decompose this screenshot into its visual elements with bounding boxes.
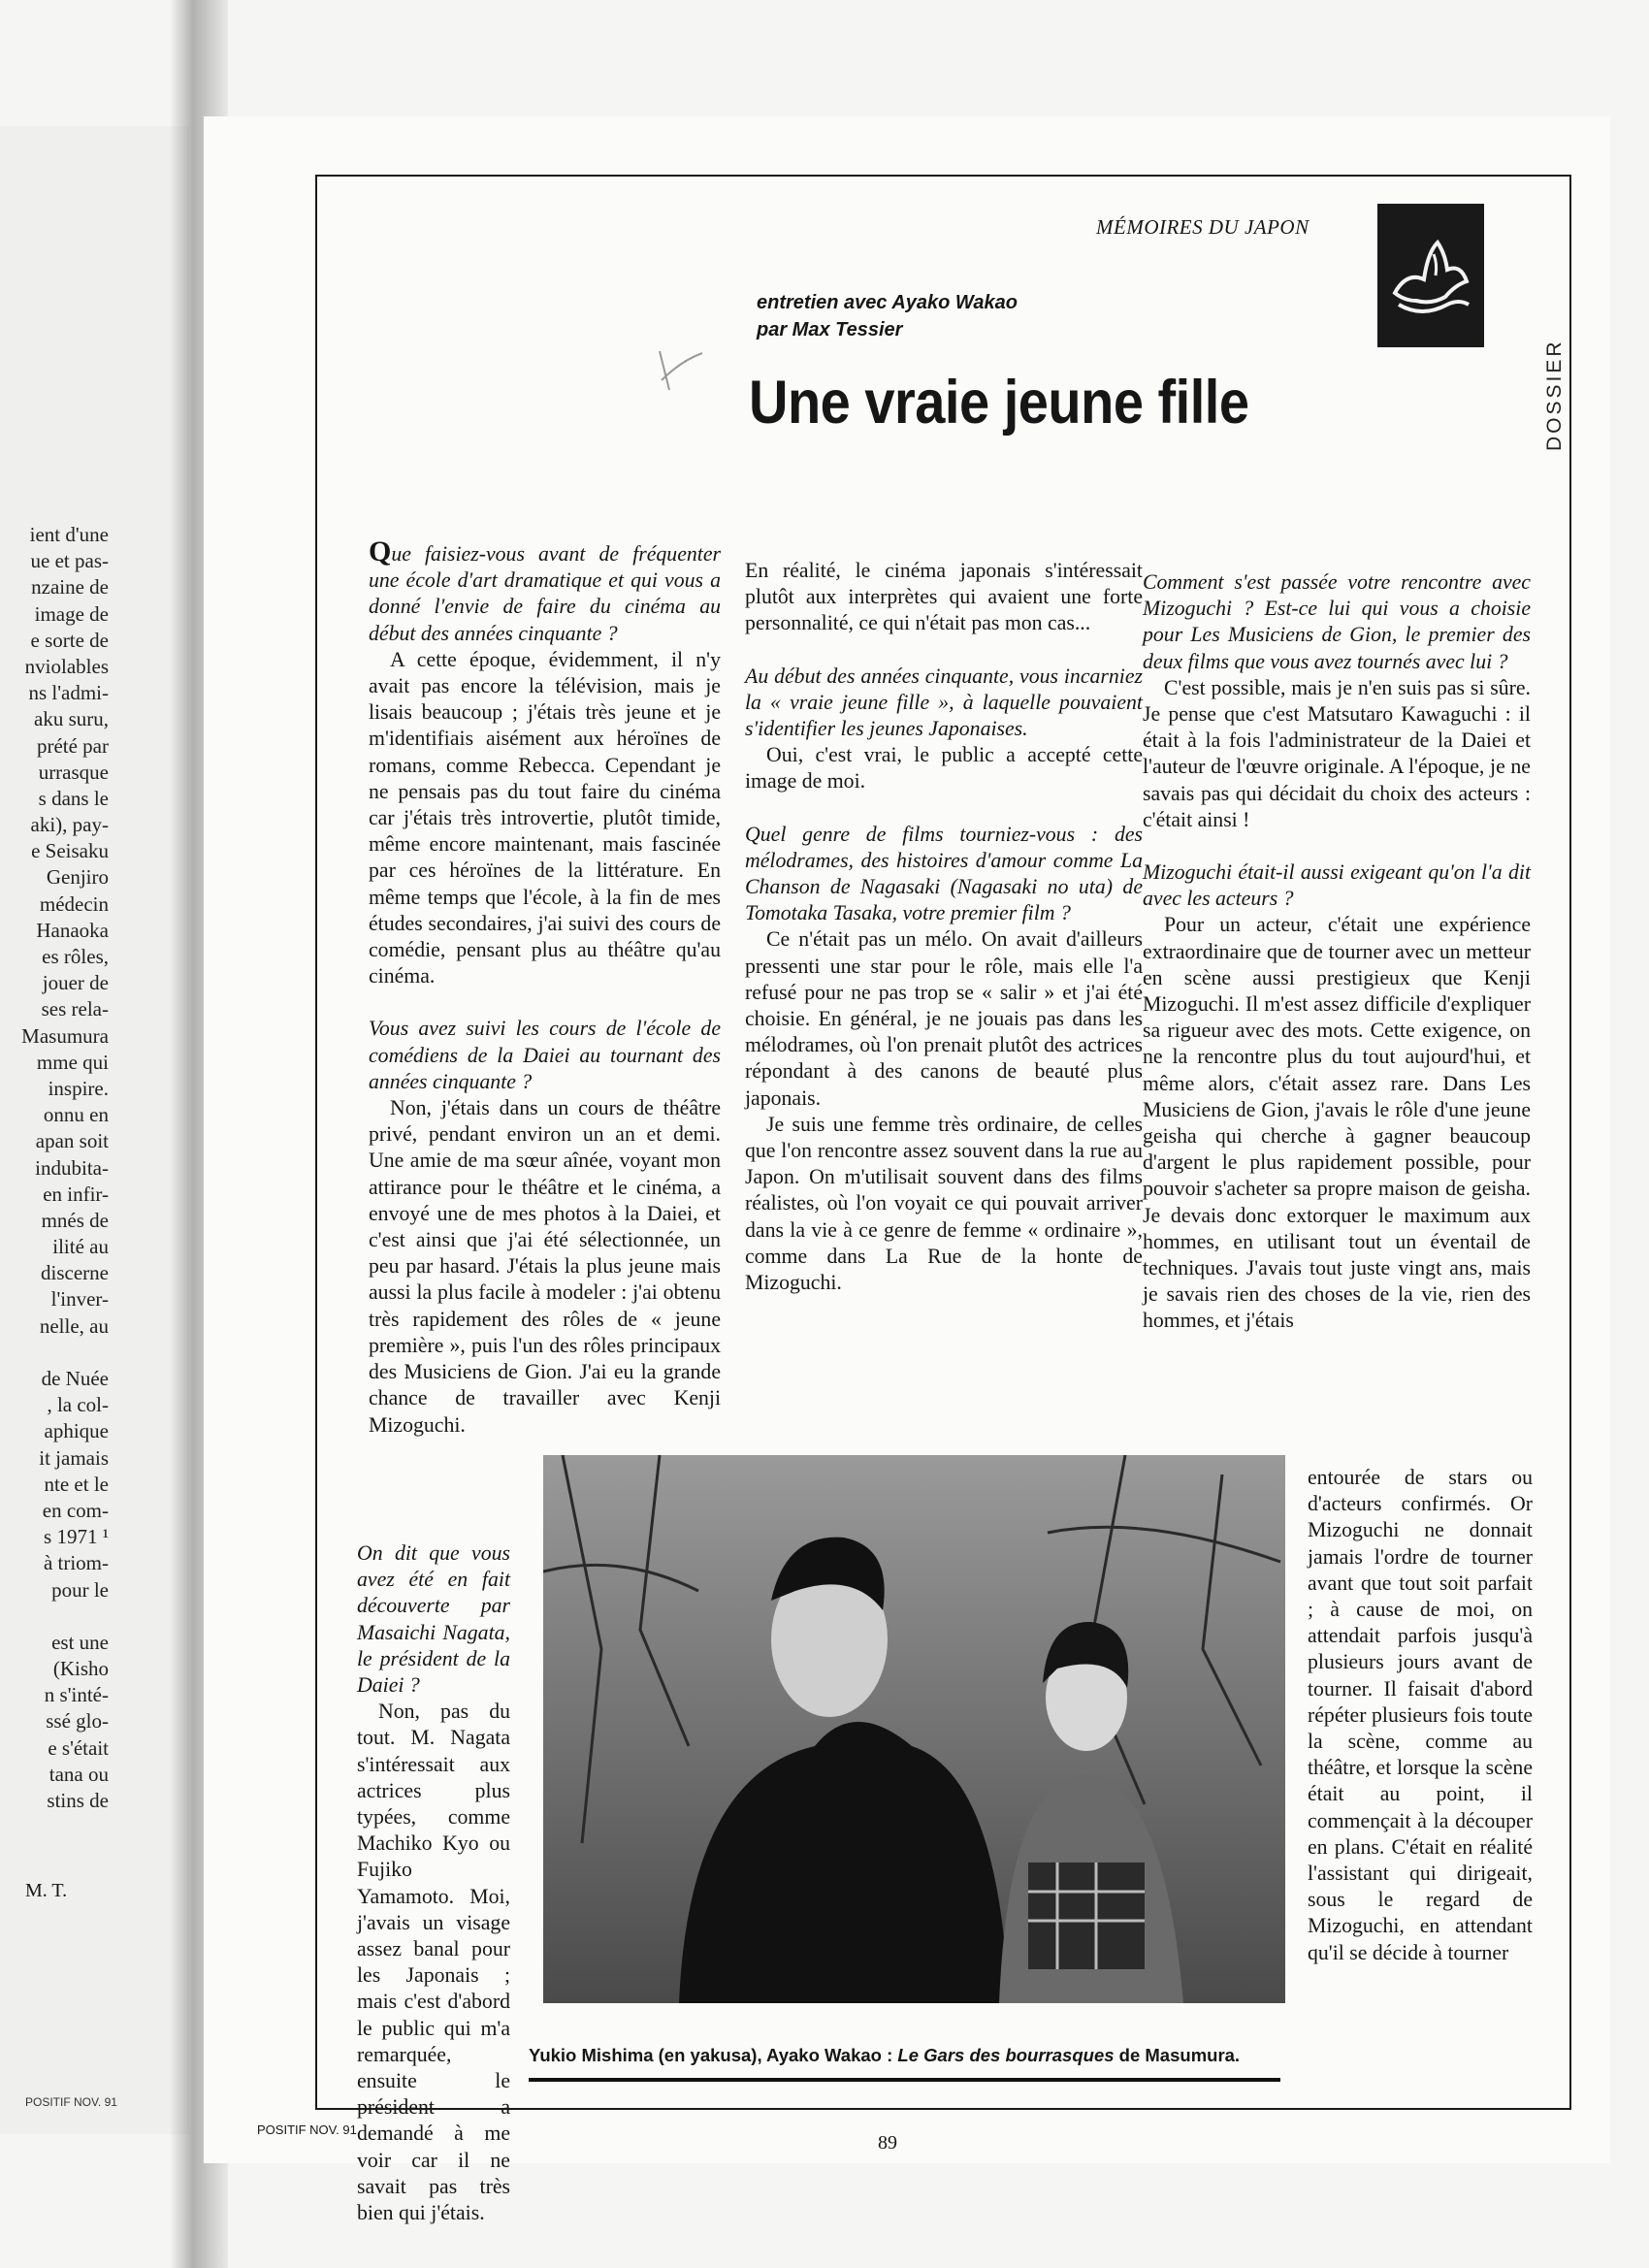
left-page-fragment: aku suru, xyxy=(34,707,109,731)
left-page-fragment: inspire. xyxy=(48,1076,109,1100)
left-page-fragment: tana ou xyxy=(48,1762,109,1786)
dossier-letter: O xyxy=(1543,414,1566,434)
dropcap: Q xyxy=(369,535,392,567)
left-page-text-fragments xyxy=(0,522,109,1814)
dossier-letter: E xyxy=(1543,356,1566,373)
left-page-fragment: mme qui xyxy=(36,1050,109,1074)
left-page-fragment: e sorte de xyxy=(30,628,109,652)
byline-author: par Max Tessier xyxy=(757,319,903,340)
left-page-fragment: prété par xyxy=(36,733,109,758)
left-facing-page xyxy=(0,126,189,2134)
answer-8: Pour un acteur, c'était une expérience extraordinaire que de tourner avec un metteur en scène aussi prestigieux que Kenji Mizoguchi. Il m'est assez difficile d'expliquer sa rigueur avec des mots. Cette exigence, on ne la rencontre plus du tout aujourd'hui, et même alors, c'était assez rare. Dans Les Musiciens de Gion, j'avais le rôle d'une jeune geisha qui cherche à gagner beaucoup d'argent le plus rapidement possible, pour pouvoir s'acheter sa propre maison de geisha. Je devais donc extorquer le maximum aux hommes, en utilisant tout un éventail de techniques. J'avais tout juste vingt ans, mais je savais rien des choses de la vie, rien des hommes, et j'étais xyxy=(1143,913,1531,1333)
answer-2: Non, j'étais dans un cours de théâtre privé, pendant environ un an et demi. Une amie de ma sœur aînée, voyant mon attirance pour le théâtre et le cinéma, a envoyé une de mes photos à la Daiei, et c'est ainsi que j'ai été sélectionnée, un peu par hasard. J'étais la plus jeune mais aussi la plus facile à modeler : j'ai obtenu très rapidement des rôles de « jeune première », puis l'un des rôles principaux des Musiciens de Gion. J'ai eu la grande chance de travailler avec Kenji Mizoguchi. xyxy=(369,1096,721,1437)
left-page-fragment: nte et le xyxy=(44,1472,109,1496)
left-page-fragment: indubita- xyxy=(35,1155,109,1180)
left-page-signature: M. T. xyxy=(25,1880,68,1901)
question-1: Que faisiez-vous avant de fréquenter une école d'art dramatique et qui vous a donné l'envie de faire du cinéma au début des années cinquante ? xyxy=(369,535,721,645)
left-page-fragment: e Seisaku xyxy=(31,839,109,863)
left-page-fragment: aphique xyxy=(44,1419,109,1443)
left-page-fragment: Genjiro xyxy=(46,865,109,890)
column-3-continued: entourée de stars ou d'acteurs confirmés. Or Mizoguchi ne donnait jamais l'ordre de tourner avant que tout soit parfait ; à cause de moi, on attendait parfois jusqu'à plusieurs jours avant de tourner. Il faisait d'abord répéter plusieurs fois toute la scène, comme au théâtre, et lorsque la scène était au point, il commençait à la découper en plans. C'était en réalité l'assistant qui dirigeait, sous le regard de Mizoguchi, en attendant qu'il se décide à tourner xyxy=(1308,1466,1533,1964)
answer-6: Je suis une femme très ordinaire, de celles que l'on rencontre assez souvent dans la rue au Japon. On m'utilisait souvent dans des films réalistes, où l'on voyait ce qui pouvait arriver dans la vie à ce genre de femme « ordinaire », comme dans La Rue de la honte de Mizoguchi. xyxy=(745,1112,1143,1295)
left-page-fragment: es rôles, xyxy=(42,945,109,968)
left-page-fragment: à triom- xyxy=(43,1551,109,1575)
left-page-fragment: onnu en xyxy=(43,1103,109,1127)
caption-film-title: Le Gars des bourrasques xyxy=(897,2045,1115,2065)
mountain-wave-logo-icon xyxy=(1377,204,1484,347)
left-page-fragment: nelle, au xyxy=(39,1313,109,1338)
section-title: MÉMOIRES DU JAPON xyxy=(1096,215,1310,239)
left-page-fragment: pour le xyxy=(51,1577,109,1602)
column-2 xyxy=(745,558,1143,1296)
byline-interview: entretien avec Ayako Wakao xyxy=(757,292,1018,313)
left-page-fragment: n s'inté- xyxy=(44,1683,109,1707)
left-page-fragment: s dans le xyxy=(38,786,109,810)
question-3: On dit que vous avez été en fait découverte par Masaichi Nagata, le président de la Daiei ? xyxy=(357,1541,510,1698)
headline: Une vraie jeune fille xyxy=(749,368,1249,437)
left-page-fragment: , la col- xyxy=(47,1393,109,1417)
dossier-letter: D xyxy=(1543,433,1566,451)
question-5: Quel genre de films tourniez-vous : des mélodrames, des histoires d'amour comme La Chanson de Nagasaki (Nagasaki no uta) de Tomotaka Tasaka, votre premier film ? xyxy=(745,822,1143,925)
answer-2-continued: En réalité, le cinéma japonais s'intéressait plutôt aux interprètes qui avaient une forte personnalité, ce qui n'était pas mon cas... xyxy=(745,559,1143,635)
question-2: Vous avez suivi les cours de l'école de comédiens de la Daiei au tournant des années cinquante ? xyxy=(369,1017,721,1093)
answer-3: Non, pas du tout. M. Nagata s'intéressait aux actrices plus typées, comme Machiko Kyo ou Fujiko Yamamoto. Moi, j'avais un visage assez banal pour les Japonais ; mais c'est d'abord le public qui m'a remarquée, ensuite le président a demandé à me voir car il ne savait pas très bien qui j'étais. xyxy=(357,1700,510,2225)
question-6: Comment s'est passée votre rencontre avec Mizoguchi ? Est-ce lui qui vous a choisie pour Les Musiciens de Gion, le premier des deux films que vous avez tournés avec lui ? xyxy=(1143,570,1531,673)
left-page-fragment: Masumura xyxy=(21,1023,109,1048)
left-page-fragment: de Nuée xyxy=(41,1367,109,1390)
question-4: Au début des années cinquante, vous incarniez la « vraie jeune fille », à laquelle pouvaient s'identifier les jeunes Japonaises. xyxy=(745,664,1143,741)
journal-footer: POSITIF NOV. 91 xyxy=(257,2122,357,2137)
left-page-fragment: discerne xyxy=(41,1261,109,1285)
left-page-fragment: ns l'admi- xyxy=(28,681,109,705)
left-page-fragment: ue et pas- xyxy=(30,549,109,573)
left-page-fragment: en infir- xyxy=(43,1182,109,1206)
left-page-fragment xyxy=(0,1340,109,1366)
question-7: Mizoguchi était-il aussi exigeant qu'on l'a dit avec les acteurs ? xyxy=(1143,860,1531,911)
left-page-fragment: e s'était xyxy=(48,1735,109,1760)
film-still-photo xyxy=(543,1455,1285,2003)
left-page-fragment: médecin xyxy=(39,891,109,916)
column-1 xyxy=(369,535,721,1439)
left-page-fragment: urrasque xyxy=(38,760,109,784)
dossier-letter: S xyxy=(1543,398,1566,415)
photo-caption: Yukio Mishima (en yakusa), Ayako Wakao : Le Gars des bourrasques de Masumura. xyxy=(529,2045,1241,2065)
left-page-fragment: nviolables xyxy=(24,654,109,678)
dossier-letter: S xyxy=(1543,381,1566,399)
left-page-fragment: nzaine de xyxy=(31,575,109,599)
left-page-fragment: it jamais xyxy=(39,1445,109,1470)
dossier-label xyxy=(1542,339,1567,451)
byline xyxy=(757,289,1018,343)
answer-4: Oui, c'est vrai, le public a accepté cette image de moi. xyxy=(745,743,1143,794)
left-page-fragment: l'inver- xyxy=(50,1287,109,1312)
pen-mark-icon xyxy=(652,341,710,400)
page-number: 89 xyxy=(878,2132,897,2154)
left-page-fragment: Hanaoka xyxy=(36,918,109,942)
left-page-fragment: aki), pay- xyxy=(30,813,109,837)
answer-7: C'est possible, mais je n'en suis pas si sûre. Je pense que c'est Matsutaro Kawaguchi : il était à la fois l'administrateur de la Daiei et l'auteur de l'œuvre originale. A l'époque, je ne savais pas qui décidait du choix des acteurs : c'était ainsi ! xyxy=(1143,675,1531,831)
column-1-continued xyxy=(357,1540,510,2226)
column-3 xyxy=(1143,569,1531,1335)
answer-5: Ce n'était pas un mélo. On avait d'ailleurs pressenti une star pour le rôle, mais elle l'a refusé pour ne pas trop se « salir » et j'ai été choisie. En général, je ne jouais pas dans les mélodrames, où l'on prenait plutôt des actrices répondant à des canons de beauté plus japonais. xyxy=(745,927,1143,1110)
left-page-fragment xyxy=(0,1604,109,1630)
left-page-fragment: mnés de xyxy=(41,1208,109,1232)
left-page-fragment: ilité au xyxy=(52,1235,109,1259)
left-page-fragment: image de xyxy=(34,601,109,626)
left-page-fragment: ssé glo- xyxy=(46,1709,109,1733)
left-page-fragment: ient d'une xyxy=(29,523,109,546)
left-page-fragment: jouer de xyxy=(42,971,109,995)
left-page-fragment: est une xyxy=(51,1630,109,1654)
left-page-fragment: apan soit xyxy=(35,1129,109,1153)
left-page-fragment: stins de xyxy=(47,1789,109,1812)
dossier-letter: R xyxy=(1543,339,1566,357)
left-page-fragment: ses rela- xyxy=(41,997,109,1021)
left-page-fragment: (Kisho xyxy=(52,1657,109,1681)
left-page-fragment: en com- xyxy=(42,1498,109,1522)
caption-rule xyxy=(529,2078,1280,2082)
left-page-fragment: s 1971 ¹ xyxy=(44,1525,109,1549)
left-page-footer: POSITIF NOV. 91 xyxy=(25,2095,117,2109)
dossier-letter: I xyxy=(1543,373,1566,382)
answer-1: A cette époque, évidemment, il n'y avait pas encore la télévision, mais je lisais beaucoup ; j'étais très jeune et je m'identifiais aisément aux héroïnes de romans, comme Rebecca. Cependant je ne pensais pas du tout faire du cinéma car j'étais très introvertie, plutôt timide, même encore maintenant, mais fascinée par ces héroïnes de la littérature. En même temps que l'école, à la fin de mes études secondaires, j'ai suivi des cours de comédie, pensant plus au théâtre qu'au cinéma. xyxy=(369,647,721,988)
